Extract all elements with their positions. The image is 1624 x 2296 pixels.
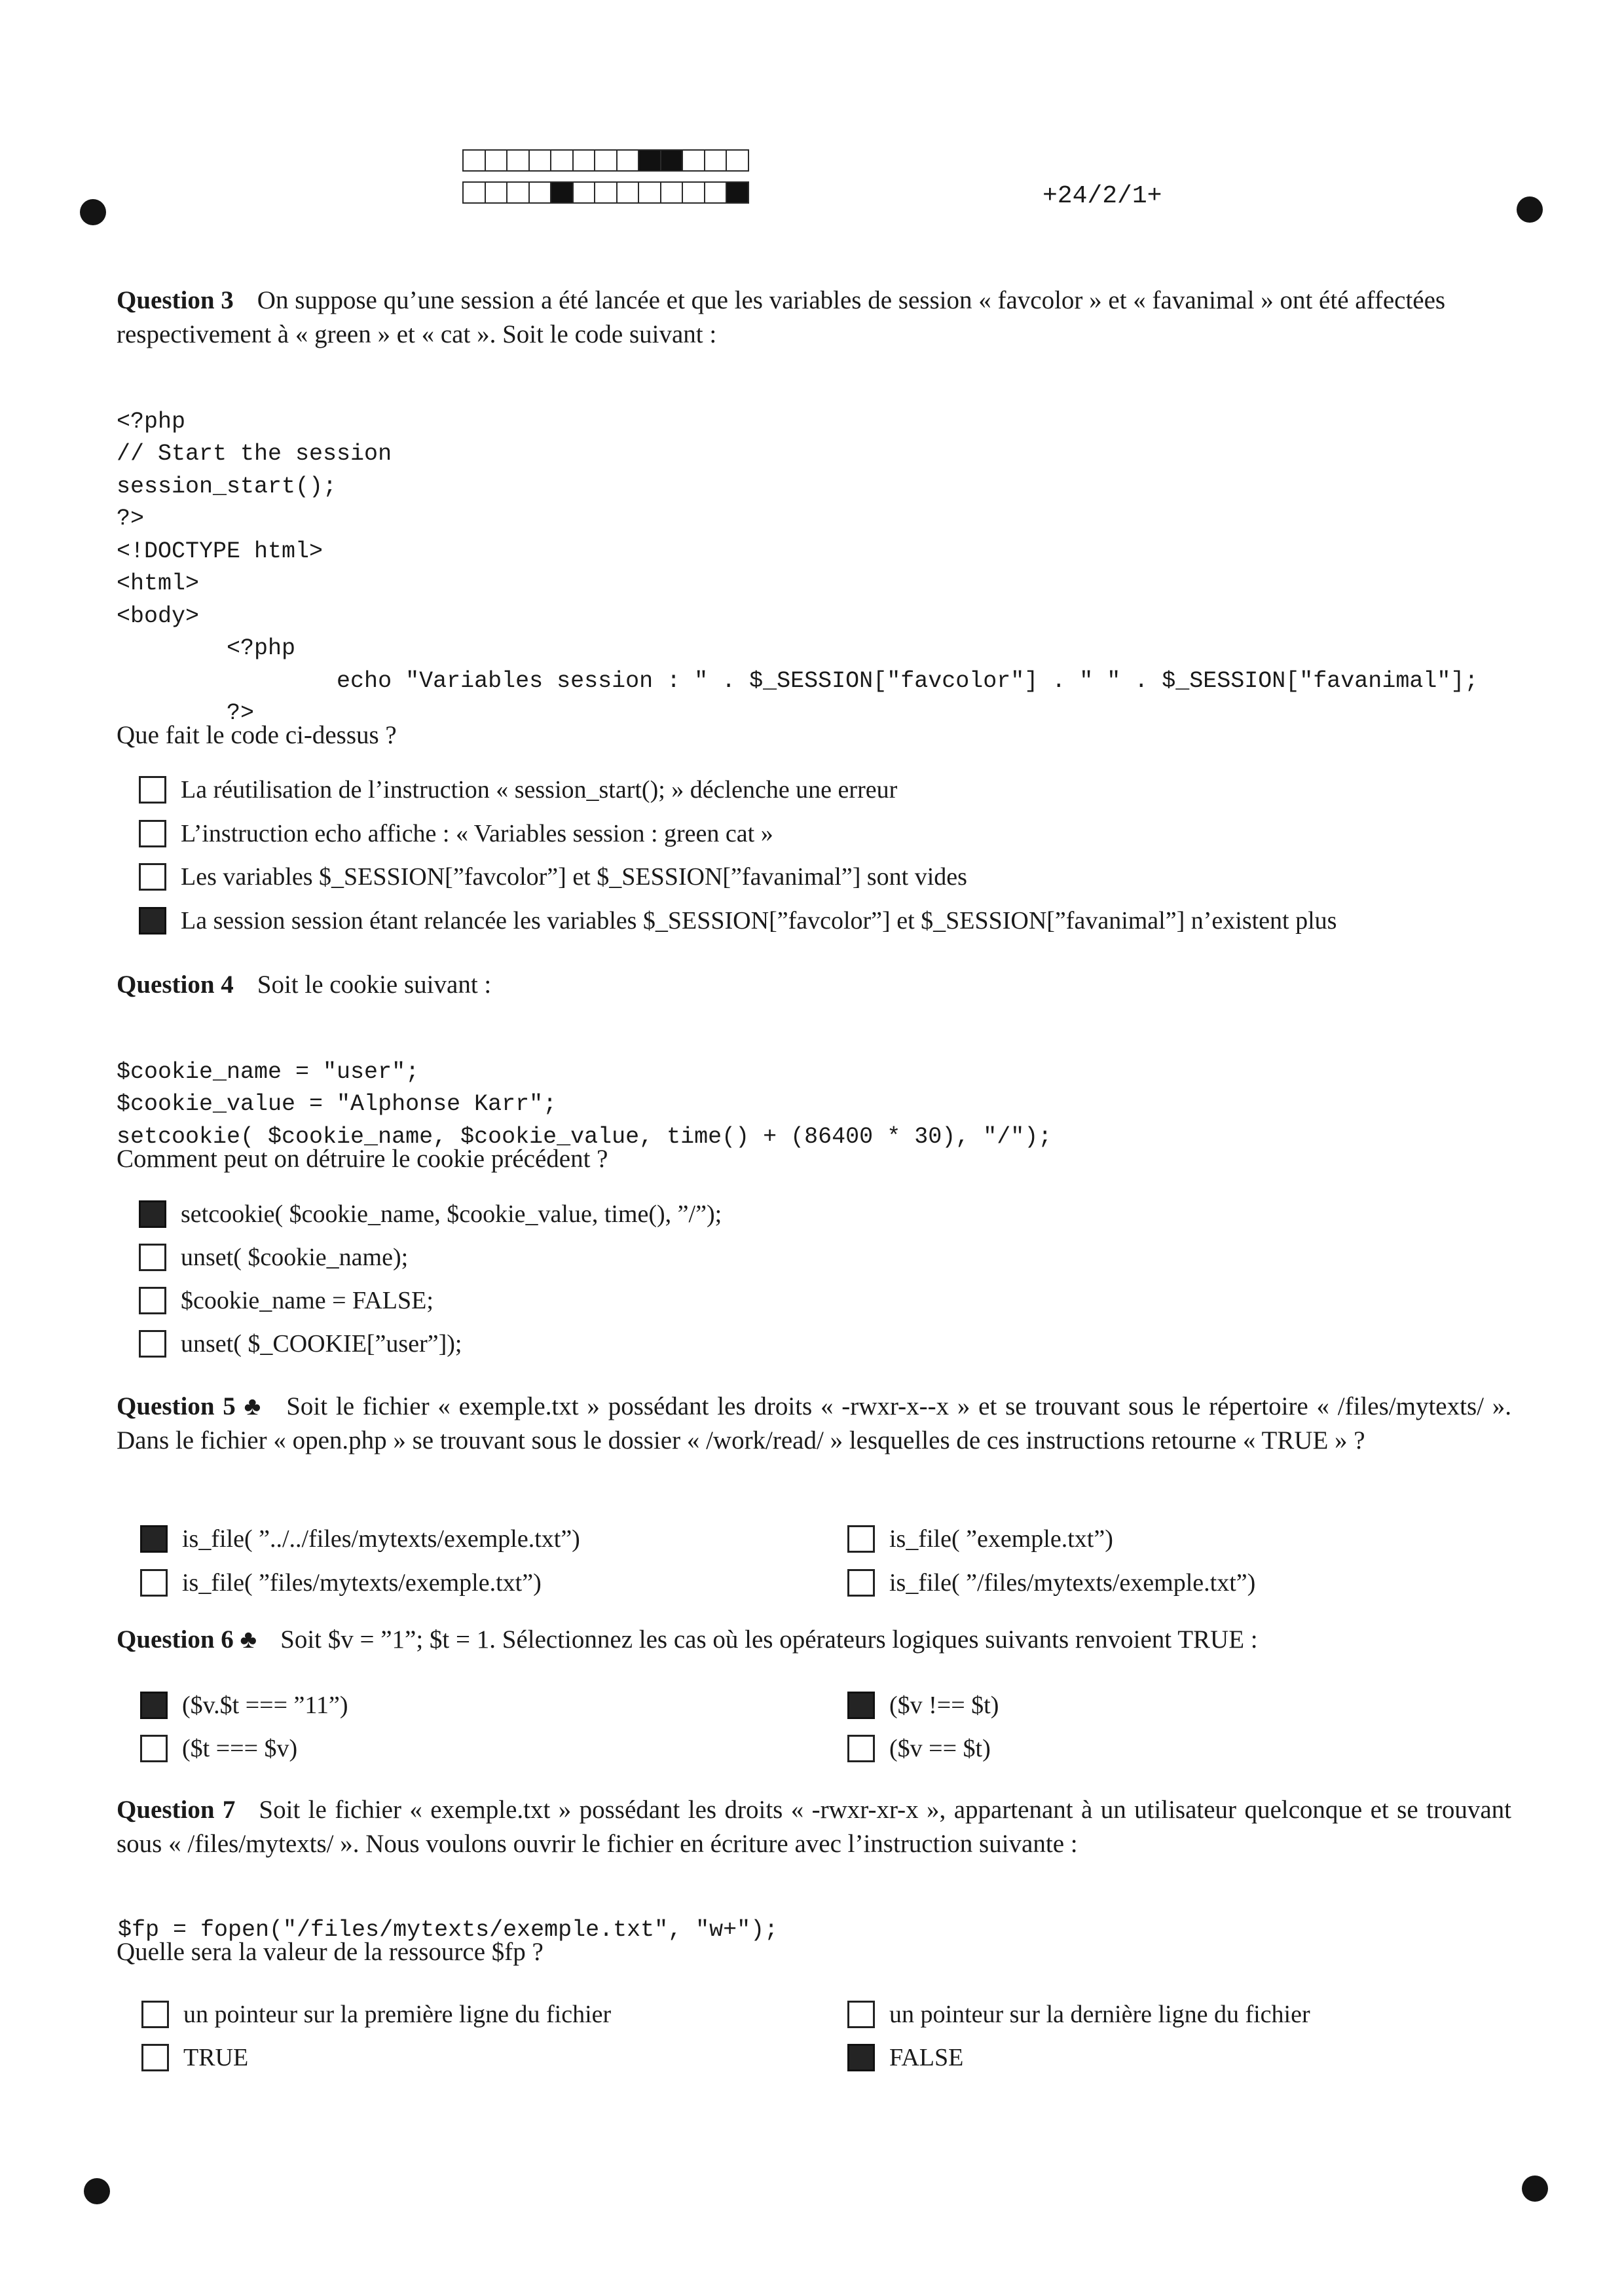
- option-label: $cookie_name = FALSE;: [181, 1287, 434, 1314]
- grid-cell: [506, 181, 530, 204]
- question-6-option-1[interactable]: [140, 1691, 348, 1720]
- grid-cell: [572, 181, 596, 204]
- question-3-option-3[interactable]: [139, 862, 967, 891]
- grid-cell: [550, 181, 574, 204]
- question-3-prompt: Que fait le code ci-dessus ?: [117, 721, 397, 749]
- code-line: echo "Variables session : " . $_SESSION["favcolor"] . " " . $_SESSION["favanimal"];: [117, 667, 1479, 694]
- grid-cell: [660, 149, 684, 172]
- code-line: $fp = fopen("/files/mytexts/exemple.txt", "w+");: [118, 1916, 779, 1943]
- code-line: ?>: [117, 700, 255, 726]
- option-label: ($v !== $t): [889, 1692, 999, 1719]
- question-3-code: [117, 373, 1478, 762]
- question-7-option-3[interactable]: [141, 2043, 248, 2072]
- grid-cell: [572, 149, 596, 172]
- option-label: is_file( ”exemple.txt”): [889, 1525, 1113, 1553]
- grid-cell: [660, 181, 684, 204]
- registration-mark-top-right: [1517, 196, 1543, 223]
- answer-checkbox[interactable]: [847, 1525, 875, 1553]
- question-3-option-1[interactable]: [139, 775, 897, 804]
- option-label: ($t === $v): [182, 1735, 298, 1762]
- option-label: L’instruction echo affiche : « Variables session : green cat »: [181, 820, 773, 847]
- code-line: // Start the session: [117, 441, 392, 467]
- answer-checkbox[interactable]: [139, 820, 166, 847]
- answer-checkbox[interactable]: [139, 1287, 166, 1314]
- answer-checkbox[interactable]: [139, 1200, 166, 1228]
- grid-cell: [638, 149, 661, 172]
- question-6-label: Question 6 ♣: [117, 1625, 257, 1654]
- code-line: $cookie_name = "user";: [117, 1058, 420, 1085]
- question-3-label: Question 3: [117, 286, 234, 314]
- grid-cell: [594, 149, 618, 172]
- code-line: ?>: [117, 506, 145, 532]
- answer-checkbox[interactable]: [141, 2001, 169, 2028]
- code-line: <?php: [117, 408, 186, 435]
- code-line: $cookie_value = "Alphonse Karr";: [117, 1091, 557, 1117]
- grid-cell: [682, 181, 705, 204]
- answer-checkbox[interactable]: [140, 1525, 168, 1553]
- grid-cell: [638, 181, 661, 204]
- grid-cell: [528, 181, 552, 204]
- question-4-option-2[interactable]: [139, 1243, 408, 1272]
- option-label: setcookie( $cookie_name, $cookie_value, time(), ”/”);: [181, 1200, 722, 1228]
- grid-cell: [594, 181, 618, 204]
- code-line: <body>: [117, 602, 200, 629]
- option-label: Les variables $_SESSION[”favcolor”] et $_SESSION[”favanimal”] sont vides: [181, 863, 967, 891]
- code-line: <?php: [117, 635, 296, 661]
- code-line: <html>: [117, 570, 200, 597]
- code-line: <!DOCTYPE html>: [117, 538, 323, 565]
- question-5-option-4[interactable]: [847, 1568, 1255, 1597]
- option-label: ($v == $t): [889, 1735, 991, 1762]
- option-label: FALSE: [889, 2044, 964, 2071]
- question-7-option-4[interactable]: [847, 2043, 963, 2072]
- answer-checkbox[interactable]: [847, 1692, 875, 1719]
- question-7-label: Question 7: [117, 1796, 236, 1824]
- answer-checkbox[interactable]: [139, 1330, 166, 1358]
- option-label: un pointeur sur la première ligne du fichier: [183, 2001, 612, 2028]
- answer-checkbox[interactable]: [847, 1569, 875, 1597]
- grid-cell: [616, 149, 640, 172]
- question-7-prompt: Quelle sera la valeur de la ressource $fp ?: [117, 1938, 544, 1966]
- question-4-prompt: Comment peut on détruire le cookie précédent ?: [117, 1145, 608, 1173]
- answer-checkbox[interactable]: [847, 2001, 875, 2028]
- answer-checkbox[interactable]: [140, 1569, 168, 1597]
- option-label: is_file( ”files/mytexts/exemple.txt”): [182, 1569, 542, 1597]
- question-7-text: Question 7 Soit le fichier « exemple.txt » possédant les droits « -rwxr-xr-x », appartenant à un utilisateur quelconque et se trouvant sous « /files/mytexts/ ». Nous voulons ouvrir le fichier en écriture avec l’instruction suivante :: [117, 1796, 1511, 1858]
- grid-cell: [528, 149, 552, 172]
- option-label: ($v.$t === ”11”): [182, 1692, 348, 1719]
- option-label: La session session étant relancée les variables $_SESSION[”favcolor”] et $_SESSION[”favanimal”] n’existent plus: [181, 907, 1337, 935]
- question-6-option-3[interactable]: [140, 1734, 297, 1763]
- option-label: unset( $cookie_name);: [181, 1244, 409, 1271]
- grid-cell: [485, 181, 508, 204]
- question-4-label: Question 4: [117, 971, 234, 999]
- question-6-option-4[interactable]: [847, 1734, 991, 1763]
- question-4-option-1[interactable]: [139, 1200, 722, 1229]
- registration-mark-bottom-right: [1522, 2176, 1548, 2202]
- registration-mark-top-left: [80, 199, 106, 225]
- grid-cell: [550, 149, 574, 172]
- question-3-option-2[interactable]: [139, 819, 773, 848]
- question-4-option-4[interactable]: [139, 1329, 462, 1358]
- answer-checkbox[interactable]: [139, 907, 166, 935]
- grid-cell: [485, 149, 508, 172]
- code-line: setcookie( $cookie_name, $cookie_value, time() + (86400 * 30), "/");: [117, 1123, 1052, 1150]
- grid-cell: [462, 181, 486, 204]
- question-5-option-3[interactable]: [140, 1568, 542, 1597]
- question-4-option-3[interactable]: [139, 1286, 434, 1315]
- option-label: TRUE: [183, 2044, 249, 2071]
- grid-cell: [726, 149, 749, 172]
- question-3-text: Question 3 On suppose qu’une session a été lancée et que les variables de session « favcolor » et « favanimal » ont été affectées respectivement à « green » et « cat ». Soit le code suivant :: [117, 286, 1446, 348]
- answer-checkbox[interactable]: [139, 1244, 166, 1271]
- grid-cell: [682, 149, 705, 172]
- code-line: session_start();: [117, 473, 337, 500]
- question-5-label: Question 5 ♣: [117, 1392, 263, 1420]
- grid-cell: [726, 181, 749, 204]
- question-7-option-2[interactable]: [847, 2000, 1310, 2029]
- question-4-text: Question 4 Soit le cookie suivant :: [117, 971, 492, 999]
- id-grid-row-2: [462, 181, 748, 204]
- grid-cell: [506, 149, 530, 172]
- option-label: is_file( ”/files/mytexts/exemple.txt”): [889, 1569, 1256, 1597]
- question-5-option-2[interactable]: [847, 1525, 1113, 1553]
- answer-checkbox[interactable]: [847, 1735, 875, 1762]
- grid-cell: [616, 181, 640, 204]
- question-5-text: Question 5 ♣ Soit le fichier « exemple.txt » possédant les droits « -rwxr-x--x » et se trouvant sous le répertoire « /files/mytexts/ ». Dans le fichier « open.php » se trouvant sous le dossier « /work/read/ » lesquelles de ces instructions retourne « TRUE » ?: [117, 1392, 1511, 1454]
- question-6-option-2[interactable]: [847, 1691, 999, 1720]
- answer-checkbox[interactable]: [140, 1692, 168, 1719]
- grid-cell: [704, 149, 728, 172]
- answer-checkbox[interactable]: [139, 863, 166, 891]
- question-7-option-1[interactable]: [141, 2000, 611, 2029]
- id-grid-row-1: [462, 149, 748, 172]
- grid-cell: [462, 149, 486, 172]
- question-3-option-4[interactable]: [139, 906, 1337, 935]
- answer-checkbox[interactable]: [139, 776, 166, 804]
- question-5-option-1[interactable]: [140, 1525, 580, 1553]
- option-label: un pointeur sur la dernière ligne du fichier: [889, 2001, 1310, 2028]
- page-id: +24/2/1+: [1043, 182, 1162, 210]
- answer-checkbox[interactable]: [847, 2044, 875, 2071]
- option-label: is_file( ”../../files/mytexts/exemple.txt”): [182, 1525, 580, 1553]
- option-label: unset( $_COOKIE[”user”]);: [181, 1330, 462, 1358]
- answer-checkbox[interactable]: [140, 1735, 168, 1762]
- question-6-text: Question 6 ♣ Soit $v = ”1”; $t = 1. Sélectionnez les cas où les opérateurs logiques suivants renvoient TRUE :: [117, 1625, 1258, 1654]
- registration-mark-bottom-left: [84, 2178, 110, 2204]
- answer-checkbox[interactable]: [141, 2044, 169, 2071]
- grid-cell: [704, 181, 728, 204]
- option-label: La réutilisation de l’instruction « session_start(); » déclenche une erreur: [181, 776, 898, 804]
